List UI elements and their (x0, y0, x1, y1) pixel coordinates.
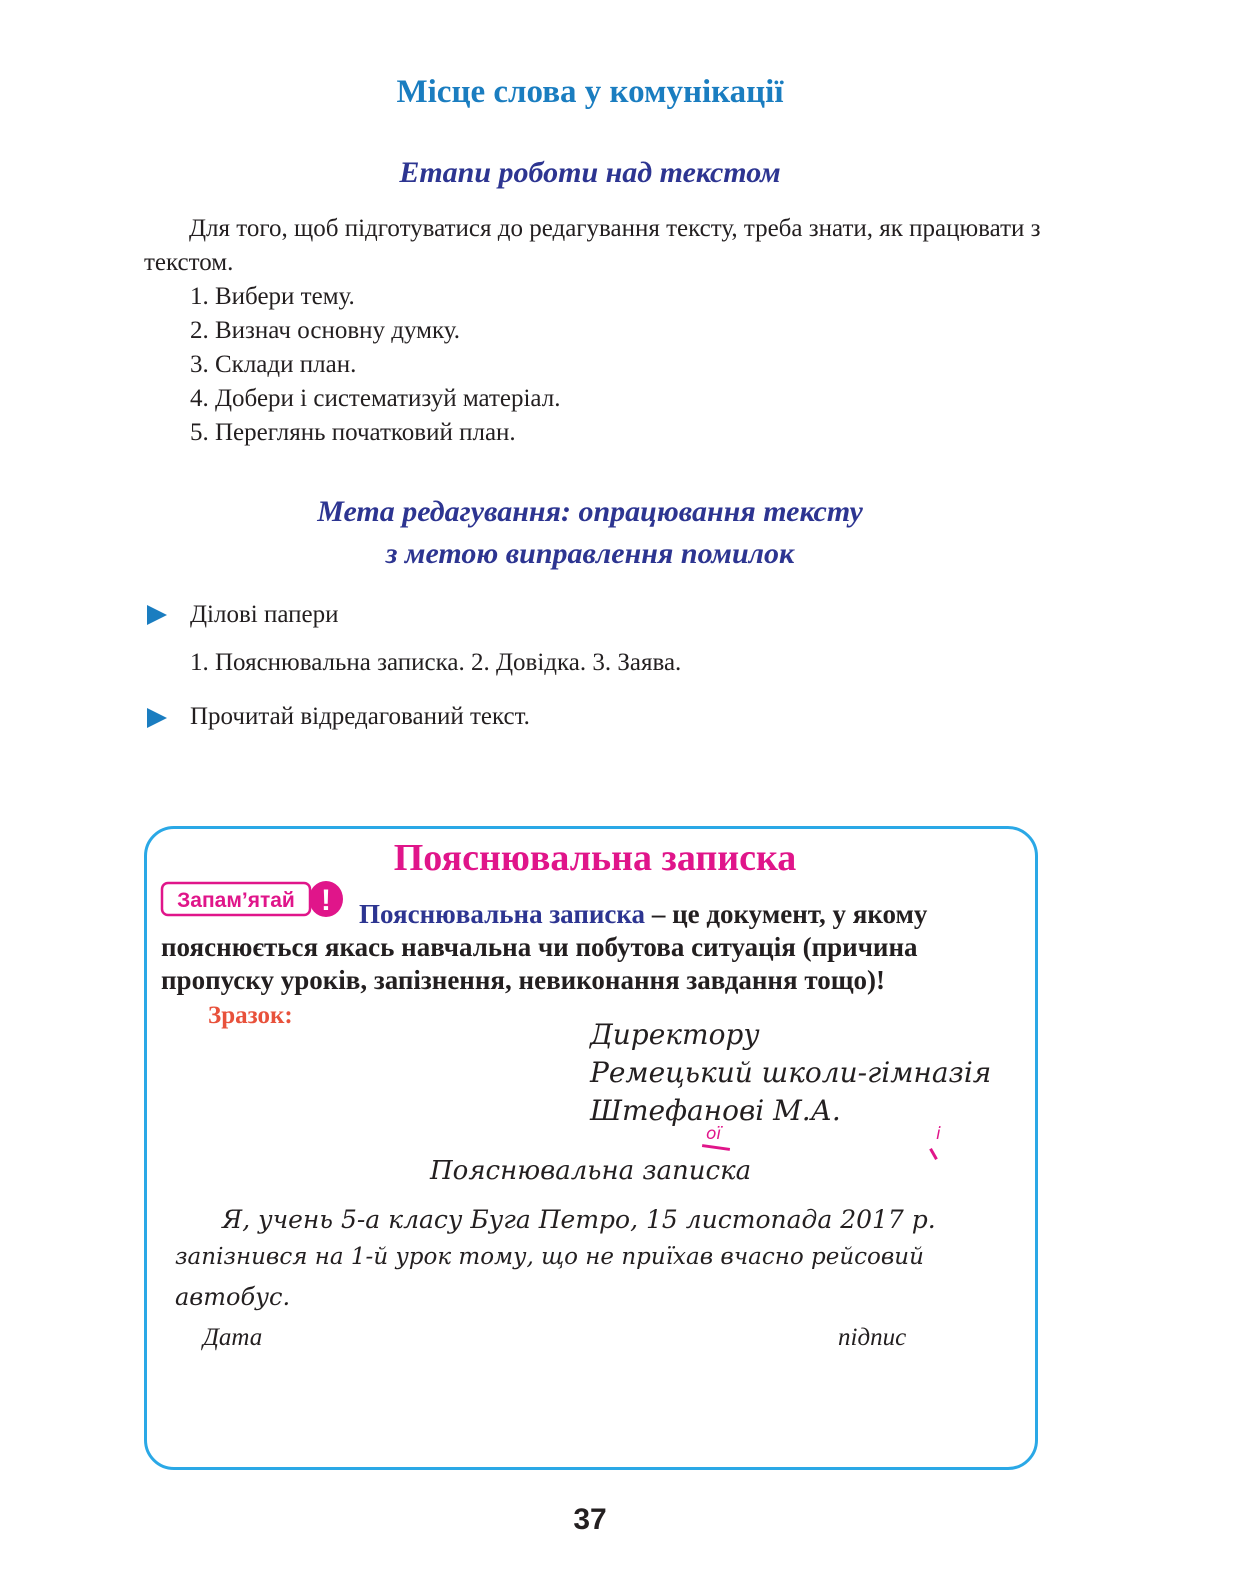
document-body-line: запізнився на 1-й урок тому, що не приїхав вчасно рейсовий (175, 1244, 924, 1270)
triangle-bullet-icon (147, 708, 167, 728)
bullet-detail: 1. Пояснювальна записка. 2. Довідка. 3. Заява. (190, 649, 682, 676)
svg-text:Запам’ятай: Запам’ятай (177, 889, 295, 912)
triangle-bullet-icon (147, 605, 167, 625)
definition-text (161, 898, 1036, 997)
definition-rest: – це документ, у якому пояснюється якась навчальна чи побутова ситуація (причина пропуску уроків, запізнення, невиконання завдання тощо)! (161, 899, 928, 995)
goal-heading-line2: з метою виправлення помилок (385, 537, 795, 570)
address-line: Ремецький школи-гімназія (590, 1056, 992, 1089)
intro-paragraph: Для того, щоб підготуватися до редагування тексту, треба знати, як працювати з текстом. (144, 215, 1041, 276)
stages-heading: Етапи роботи над текстом (399, 156, 781, 189)
goal-heading-line1: Мета редагування: опрацювання тексту (317, 495, 863, 528)
bullet-text: Ділові папери (190, 601, 339, 628)
address-line: Штефанові М.А. (590, 1094, 841, 1127)
document-body-line: Я, учень 5-а класу Буга Петро, 15 листопада 2017 р. (222, 1205, 936, 1234)
date-label: Дата (203, 1324, 263, 1351)
bullet-text: Прочитай відредагований текст. (190, 703, 530, 730)
correction-mark: ої (706, 1124, 722, 1144)
correction-mark: і (936, 1124, 941, 1144)
definition-term: Пояснювальна записка (359, 899, 646, 929)
address-line: Директору (590, 1018, 760, 1051)
steps-list (190, 280, 560, 450)
list-item: 1. Вибери тему. (190, 283, 355, 310)
list-item: 3. Склади план. (190, 351, 357, 378)
sample-label: Зразок: (208, 1002, 293, 1029)
list-item: 2. Визнач основну думку. (190, 317, 461, 344)
signature-label: підпис (838, 1324, 907, 1351)
svg-text:!: ! (321, 884, 331, 917)
box-title: Пояснювальна записка (393, 837, 797, 879)
list-item: 4. Добери і систематизуй матеріал. (190, 385, 561, 412)
page-number: 37 (573, 1503, 607, 1536)
document-title: Пояснювальна записка (430, 1156, 752, 1186)
list-item: 5. Переглянь початковий план. (190, 419, 516, 446)
page-title: Місце слова у комунікації (396, 74, 784, 110)
document-body-line: автобус. (175, 1283, 291, 1311)
